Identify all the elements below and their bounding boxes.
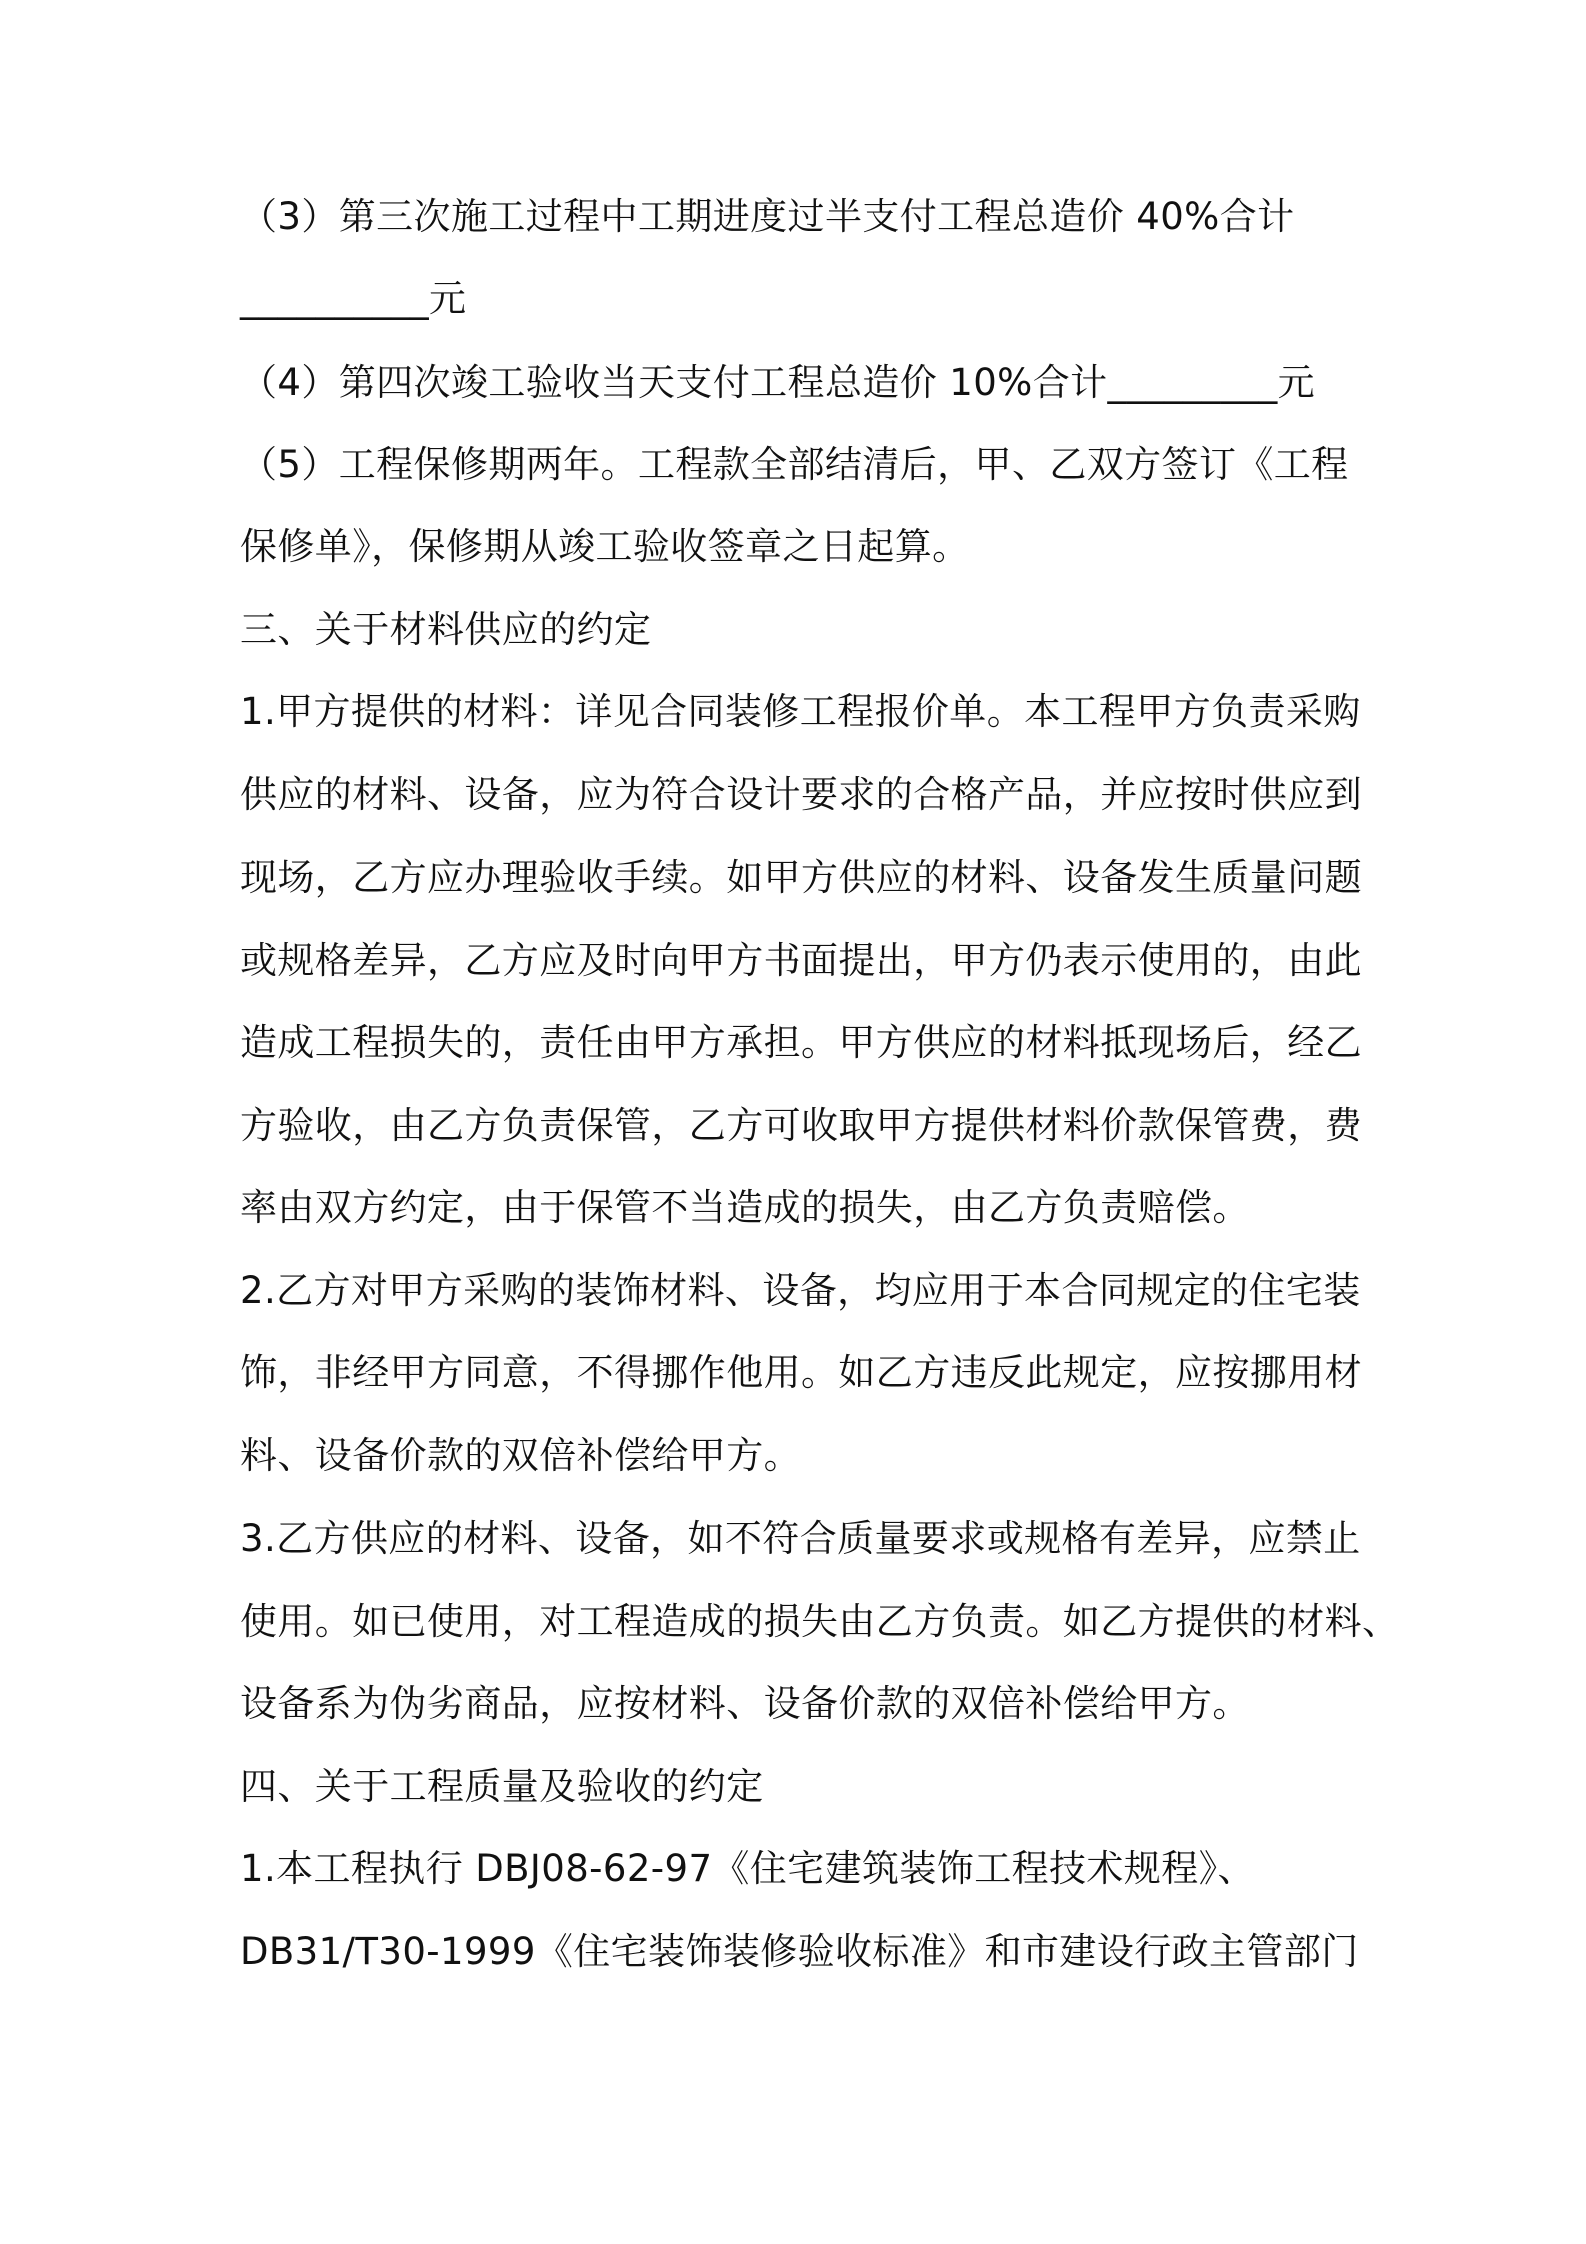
- text-line: __________元: [240, 277, 467, 320]
- section-heading: 三、关于材料供应的约定: [240, 608, 652, 651]
- text-line: 现场，乙方应办理验收手续。如甲方供应的材料、设备发生质量问题: [240, 856, 1362, 899]
- text-line: 1.本工程执行 DBJ08-62-97《住宅建筑装饰工程技术规程》、: [240, 1847, 1255, 1890]
- text-line: 方验收，由乙方负责保管，乙方可收取甲方提供材料价款保管费，费: [240, 1104, 1362, 1147]
- text-line: （5）工程保修期两年。工程款全部结清后，甲、乙双方签订《工程: [240, 443, 1349, 486]
- text-line: 饰，非经甲方同意，不得挪作他用。如乙方违反此规定，应按挪用材: [240, 1351, 1362, 1394]
- text-line: 2.乙方对甲方采购的装饰材料、设备，均应用于本合同规定的住宅装: [240, 1269, 1361, 1312]
- text-line: DB31/T30-1999《住宅装饰装修验收标准》和市建设行政主管部门: [240, 1930, 1359, 1973]
- text-line: 或规格差异，乙方应及时向甲方书面提出，甲方仍表示使用的，由此: [240, 939, 1362, 982]
- text-line: 料、设备价款的双倍补偿给甲方。: [240, 1434, 801, 1477]
- text-line: 保修单》，保修期从竣工验收签章之日起算。: [240, 525, 970, 568]
- text-line: 1.甲方提供的材料：详见合同装修工程报价单。本工程甲方负责采购: [240, 690, 1361, 733]
- text-line: 率由双方约定，由于保管不当造成的损失，由乙方负责赔偿。: [240, 1186, 1250, 1229]
- text-line: （4）第四次竣工验收当天支付工程总造价 10%合计_________元: [240, 361, 1316, 404]
- text-line: （3）第三次施工过程中工期进度过半支付工程总造价 40%合计: [240, 195, 1295, 238]
- text-line: 造成工程损失的，责任由甲方承担。甲方供应的材料抵现场后，经乙: [240, 1021, 1362, 1064]
- text-line: 使用。如已使用，对工程造成的损失由乙方负责。如乙方提供的材料、: [240, 1600, 1400, 1643]
- text-line: 3.乙方供应的材料、设备，如不符合质量要求或规格有差异，应禁止: [240, 1517, 1361, 1560]
- text-line: 设备系为伪劣商品，应按材料、设备价款的双倍补偿给甲方。: [240, 1682, 1250, 1725]
- section-heading: 四、关于工程质量及验收的约定: [240, 1765, 764, 1808]
- text-line: 供应的材料、设备，应为符合设计要求的合格产品，并应按时供应到: [240, 773, 1362, 816]
